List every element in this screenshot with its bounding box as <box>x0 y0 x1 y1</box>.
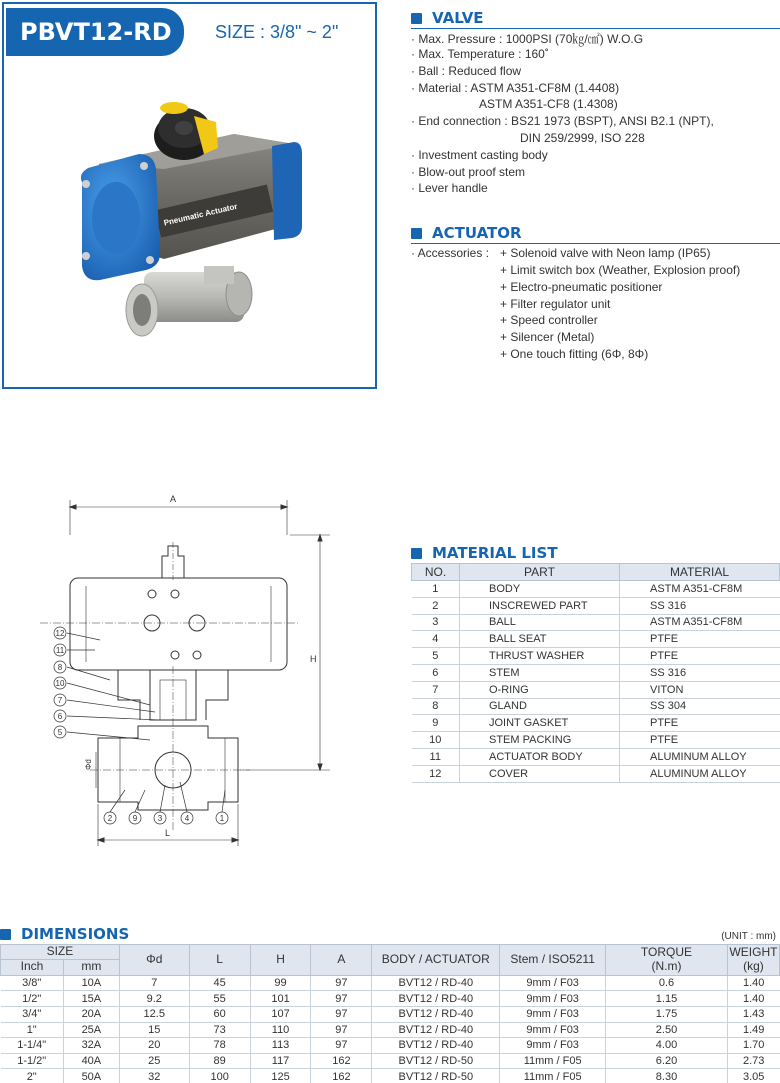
cell: VITON <box>620 681 780 698</box>
cell: 3 <box>412 614 460 631</box>
cell: 9mm / F03 <box>500 991 606 1007</box>
cell: 1" <box>1 1022 64 1038</box>
cell: 99 <box>250 975 311 991</box>
size-range: SIZE : 3/8" ~ 2" <box>215 22 339 42</box>
spec-pressure: · Max. Pressure : 1000PSI (70㎏/㎠) W.O.G <box>411 32 644 46</box>
spec-ball: · Ball : Reduced flow <box>411 64 522 78</box>
cell: 20 <box>119 1038 189 1054</box>
cell: 113 <box>250 1038 311 1054</box>
model-title: PBVT12-RD <box>6 8 184 56</box>
cell: 9mm / F03 <box>500 1006 606 1022</box>
cell: 9 <box>412 715 460 732</box>
cell: 1/2" <box>1 991 64 1007</box>
section-divider <box>411 243 780 244</box>
material-title: MATERIAL LIST <box>432 544 558 562</box>
cell: ASTM A351-CF8M <box>620 614 780 631</box>
col-no: NO. <box>412 564 460 581</box>
balloon-8: 8 <box>57 663 63 672</box>
section-bullet-icon <box>411 13 422 24</box>
cell: 110 <box>250 1022 311 1038</box>
cell: 1.70 <box>727 1038 779 1054</box>
cell: BALL SEAT <box>460 631 620 648</box>
accessory-item: + One touch fitting (6Φ, 8Φ) <box>500 347 649 361</box>
table-row <box>412 732 780 749</box>
cell: 4 <box>412 631 460 648</box>
cell: 97 <box>311 1038 372 1054</box>
table-row <box>1 1038 780 1054</box>
col-inch: Inch <box>1 959 64 975</box>
dim-label-a: A <box>170 494 177 504</box>
cell: 0.6 <box>606 975 728 991</box>
product-photo <box>4 4 375 387</box>
cell: O-RING <box>460 681 620 698</box>
dimensions-table <box>0 944 780 1083</box>
cell: 1.40 <box>727 975 779 991</box>
cell: 5 <box>412 648 460 665</box>
col-body-actuator: BODY / ACTUATOR <box>372 945 500 976</box>
cell: 1.40 <box>727 991 779 1007</box>
weight-label: WEIGHT <box>729 945 778 960</box>
cell: 12 <box>412 765 460 782</box>
cell: BVT12 / RD-50 <box>372 1069 500 1083</box>
cell: STEM PACKING <box>460 732 620 749</box>
cell: ALUMINUM ALLOY <box>620 748 780 765</box>
technical-drawing <box>0 490 340 850</box>
section-bullet-icon <box>411 228 422 239</box>
balloon-6: 6 <box>57 712 63 721</box>
material-section-header <box>411 544 780 562</box>
cell: SS 316 <box>620 597 780 614</box>
cell: GLAND <box>460 698 620 715</box>
table-row <box>412 715 780 732</box>
cell: 107 <box>250 1006 311 1022</box>
table-row <box>412 597 780 614</box>
cell: 25A <box>63 1022 119 1038</box>
cell: 8.30 <box>606 1069 728 1083</box>
dim-label-d: Φd <box>84 759 93 770</box>
valve-body-image <box>126 266 252 336</box>
cell: ALUMINUM ALLOY <box>620 765 780 782</box>
table-row <box>412 748 780 765</box>
product-box <box>2 2 377 389</box>
cell: BVT12 / RD-50 <box>372 1053 500 1069</box>
table-row <box>412 631 780 648</box>
cell: 9mm / F03 <box>500 1022 606 1038</box>
table-row <box>412 765 780 782</box>
nameplate-text: Pneumatic Actuator <box>162 201 239 228</box>
accessory-item: + Silencer (Metal) <box>500 330 595 344</box>
cell: COVER <box>460 765 620 782</box>
cell: PTFE <box>620 715 780 732</box>
cell: 4.00 <box>606 1038 728 1054</box>
material-table <box>411 563 780 783</box>
cell: BODY <box>460 581 620 598</box>
cell: 6 <box>412 664 460 681</box>
spec-end-connection-2: DIN 259/2999, ISO 228 <box>520 131 645 145</box>
col-l: L <box>189 945 250 976</box>
col-d: Φd <box>119 945 189 976</box>
col-part: PART <box>460 564 620 581</box>
cell: 9mm / F03 <box>500 1038 606 1054</box>
torque-label: TORQUE <box>640 945 693 960</box>
cell: 60 <box>189 1006 250 1022</box>
cell: 97 <box>311 1022 372 1038</box>
spec-temperature: · Max. Temperature : 160˚ <box>411 47 549 61</box>
cell: INSCREWED PART <box>460 597 620 614</box>
cell: BVT12 / RD-40 <box>372 1022 500 1038</box>
cell: JOINT GASKET <box>460 715 620 732</box>
cell: BVT12 / RD-40 <box>372 1006 500 1022</box>
cell: 15 <box>119 1022 189 1038</box>
cell: 2" <box>1 1069 64 1083</box>
cell: 97 <box>311 1006 372 1022</box>
cell: 73 <box>189 1022 250 1038</box>
accessory-item: + Solenoid valve with Neon lamp (IP65) <box>500 246 711 260</box>
section-divider <box>411 28 780 29</box>
balloon-9: 9 <box>132 814 138 823</box>
cell: 10A <box>63 975 119 991</box>
actuator-title: ACTUATOR <box>432 224 522 242</box>
dim-label-h: H <box>310 654 317 664</box>
balloon-3: 3 <box>157 814 163 823</box>
valve-spec-list <box>411 30 780 200</box>
col-material: MATERIAL <box>620 564 780 581</box>
valve-section-header <box>411 9 780 29</box>
table-row <box>412 648 780 665</box>
cell: 12.5 <box>119 1006 189 1022</box>
cell: 45 <box>189 975 250 991</box>
cell: 11 <box>412 748 460 765</box>
cell: 3/4" <box>1 1006 64 1022</box>
table-row <box>412 664 780 681</box>
balloon-5: 5 <box>57 728 63 737</box>
balloon-4: 4 <box>184 814 190 823</box>
balloon-1: 1 <box>219 814 225 823</box>
cell: 97 <box>311 991 372 1007</box>
cell: PTFE <box>620 732 780 749</box>
cell: 2.50 <box>606 1022 728 1038</box>
accessory-item: + Filter regulator unit <box>500 297 611 311</box>
section-bullet-icon <box>411 548 422 559</box>
dimensions-section-header <box>0 925 200 943</box>
section-bullet-icon <box>0 929 11 940</box>
accessories-label: · Accessories : <box>411 246 490 260</box>
actuator-accessories <box>411 246 780 371</box>
cell: STEM <box>460 664 620 681</box>
col-torque <box>606 945 728 976</box>
valve-title: VALVE <box>432 9 484 27</box>
col-h: H <box>250 945 311 976</box>
cell: 1.43 <box>727 1006 779 1022</box>
cell: ASTM A351-CF8M <box>620 581 780 598</box>
cell: BVT12 / RD-40 <box>372 1038 500 1054</box>
balloon-10: 10 <box>55 679 65 688</box>
cell: 125 <box>250 1069 311 1083</box>
cell: 1.75 <box>606 1006 728 1022</box>
cell: BVT12 / RD-40 <box>372 975 500 991</box>
table-row <box>1 1006 780 1022</box>
cell: 25 <box>119 1053 189 1069</box>
col-weight <box>727 945 779 976</box>
cell: 9.2 <box>119 991 189 1007</box>
position-indicator-image <box>154 102 218 160</box>
dimensions-title: DIMENSIONS <box>21 925 130 943</box>
cell: 3.05 <box>727 1069 779 1083</box>
accessory-item: + Speed controller <box>500 313 598 327</box>
cell: 8 <box>412 698 460 715</box>
cell: SS 304 <box>620 698 780 715</box>
cell: SS 316 <box>620 664 780 681</box>
balloon-2: 2 <box>107 814 113 823</box>
table-row <box>1 991 780 1007</box>
cell: 78 <box>189 1038 250 1054</box>
table-row <box>1 975 780 991</box>
material-header-row <box>412 564 780 581</box>
cell: 6.20 <box>606 1053 728 1069</box>
dim-label-l: L <box>165 828 171 838</box>
col-stem: Stem / ISO5211 <box>500 945 606 976</box>
cell: 117 <box>250 1053 311 1069</box>
cell: 1-1/4" <box>1 1038 64 1054</box>
cell: PTFE <box>620 648 780 665</box>
cell: 101 <box>250 991 311 1007</box>
cell: 162 <box>311 1069 372 1083</box>
table-row <box>1 1069 780 1083</box>
accessory-item: + Electro-pneumatic positioner <box>500 280 663 294</box>
cell: 32 <box>119 1069 189 1083</box>
cell: 55 <box>189 991 250 1007</box>
cell: THRUST WASHER <box>460 648 620 665</box>
spec-lever: · Lever handle <box>411 181 488 195</box>
cell: PTFE <box>620 631 780 648</box>
cell: 97 <box>311 975 372 991</box>
col-a: A <box>311 945 372 976</box>
spec-end-connection: · End connection : BS21 1973 (BSPT), ANSI B2.1 (NPT), <box>411 114 714 128</box>
spec-material: · Material : ASTM A351-CF8M (1.4408) <box>411 81 620 95</box>
cell: 32A <box>63 1038 119 1054</box>
balloon-12: 12 <box>55 629 65 638</box>
cell: 2 <box>412 597 460 614</box>
table-row <box>412 681 780 698</box>
cell: 15A <box>63 991 119 1007</box>
balloon-11: 11 <box>55 646 65 655</box>
col-mm: mm <box>63 959 119 975</box>
cell: 1.15 <box>606 991 728 1007</box>
dim-header-row <box>1 945 780 960</box>
cell: 162 <box>311 1053 372 1069</box>
table-row <box>1 1022 780 1038</box>
cell: 40A <box>63 1053 119 1069</box>
cell: 100 <box>189 1069 250 1083</box>
cell: 2.73 <box>727 1053 779 1069</box>
cell: 7 <box>119 975 189 991</box>
cell: 7 <box>412 681 460 698</box>
cell: 20A <box>63 1006 119 1022</box>
weight-unit: (kg) <box>743 958 764 973</box>
spec-stem: · Blow-out proof stem <box>411 165 526 179</box>
cell: BVT12 / RD-40 <box>372 991 500 1007</box>
cell: 1.49 <box>727 1022 779 1038</box>
cell: 50A <box>63 1069 119 1083</box>
cell: 10 <box>412 732 460 749</box>
cell: 3/8" <box>1 975 64 991</box>
torque-unit: (N.m) <box>651 958 682 973</box>
cell: 9mm / F03 <box>500 975 606 991</box>
col-size: SIZE <box>1 945 120 960</box>
cell: 11mm / F05 <box>500 1069 606 1083</box>
accessory-item: + Limit switch box (Weather, Explosion proof) <box>500 263 741 277</box>
table-row <box>1 1053 780 1069</box>
table-row <box>412 698 780 715</box>
cell: 11mm / F05 <box>500 1053 606 1069</box>
spec-casting: · Investment casting body <box>411 148 548 162</box>
actuator-section-header <box>411 224 780 244</box>
spec-material-2: ASTM A351-CF8 (1.4308) <box>479 97 618 111</box>
cell: BALL <box>460 614 620 631</box>
cell: 1 <box>412 581 460 598</box>
cell: 89 <box>189 1053 250 1069</box>
table-row <box>412 581 780 598</box>
cell: 1-1/2" <box>1 1053 64 1069</box>
cell: ACTUATOR BODY <box>460 748 620 765</box>
balloon-7: 7 <box>57 696 63 705</box>
unit-label: (UNIT : mm) <box>721 931 776 942</box>
table-row <box>412 614 780 631</box>
